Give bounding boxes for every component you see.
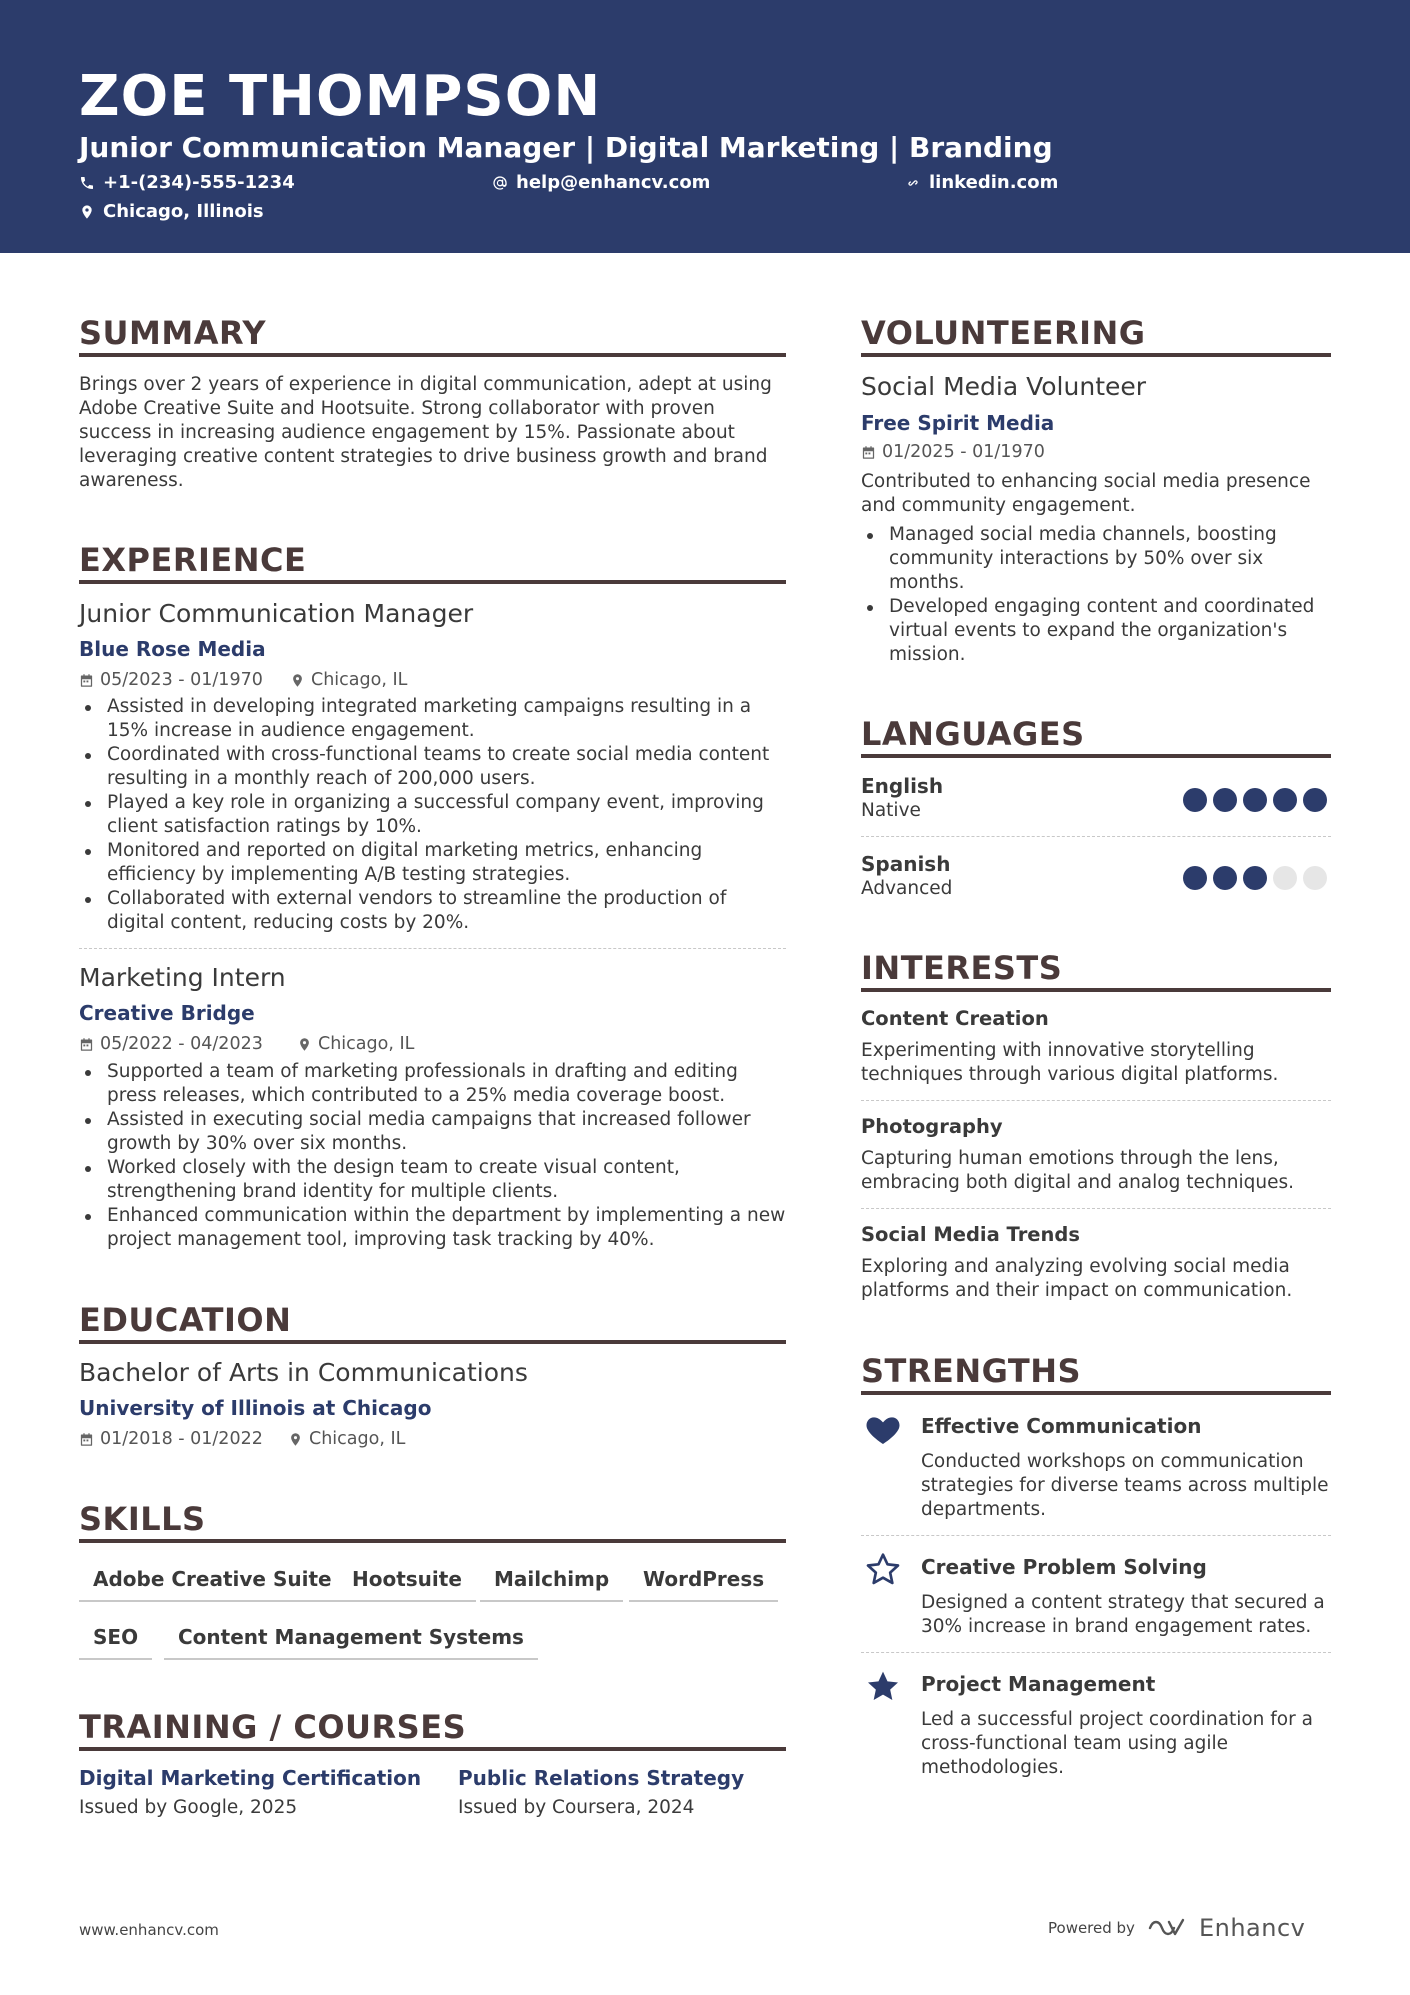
strength-title: Effective Communication [921,1414,1202,1438]
job-separator [79,948,786,949]
skills-heading: SKILLS [79,1500,206,1538]
candidate-name: ZOE THOMPSON [79,64,602,129]
strengths-heading: STRENGTHS [861,1352,1082,1390]
bullet-item: Assisted in executing social media campaigns that increased follower growth by 30% over six months. [79,1108,789,1156]
rating-dot-filled [1303,788,1327,812]
contact-email[interactable] [492,171,710,195]
location-pin-icon [297,1037,312,1052]
interest-separator [861,1208,1331,1209]
interest-separator [861,1100,1331,1101]
skill-tag: Adobe Creative Suite [79,1566,346,1602]
training-divider [79,1747,786,1751]
bullet-item: Coordinated with cross-functional teams to create social media content resulting in a monthly reach of 200,000 users. [79,743,789,791]
summary-text: Brings over 2 years of experience in digital communication, adept at using Adobe Creative Suite and Hootsuite. Strong collaborator with proven success in increasing audience engagement by 15%. Passionate about leveraging creative content strategies to drive business growth and brand awareness. [79,374,772,491]
interests-heading: INTERESTS [861,949,1063,987]
strengths-divider [861,1391,1331,1395]
enhancv-logo-icon [1147,1916,1193,1940]
rating-dot-filled [1183,788,1207,812]
brand-logo [1147,1916,1305,1940]
interest-title: Social Media Trends [861,1223,1080,1246]
education-dates [79,1428,263,1450]
footer-website[interactable]: www.enhancv.com [79,1921,219,1939]
calendar-icon [79,1037,94,1052]
link-icon [905,175,921,191]
languages-heading: LANGUAGES [861,715,1085,753]
contact-location [79,200,264,224]
language-rating [1183,788,1327,812]
bullet-item: Developed engaging content and coordinated virtual events to expand the organization's mission. [861,595,1331,667]
brand-name: Enhancv [1198,1914,1306,1942]
footer-branding[interactable] [1048,1916,1305,1940]
job-location [290,669,407,691]
strength-text: Designed a content strategy that secured a 30% increase in brand engagement rates. [921,1592,1325,1637]
bullet-item: Managed social media channels, boosting community interactions by 50% over six months. [861,523,1331,595]
bullet-item: Supported a team of marketing professionals in drafting and editing press releases, which contributed to a 25% media coverage boost. [79,1060,789,1108]
rating-dot-empty [1303,866,1327,890]
location-pin-icon [290,673,305,688]
interest-text: Experimenting with innovative storytelling techniques through various digital platforms. [861,1040,1279,1085]
volunteering-divider [861,353,1331,357]
calendar-icon [79,673,94,688]
location-pin-icon [79,204,95,220]
rating-dot-filled [1213,866,1237,890]
language-separator [861,836,1331,837]
job-dates [79,669,263,691]
job-location-text: Chicago, IL [318,1034,415,1054]
interest-title: Photography [861,1115,1003,1138]
job-location [297,1033,414,1055]
education-heading: EDUCATION [79,1301,292,1339]
interest-text: Capturing human emotions through the lens, embracing both digital and analog techniques. [861,1148,1294,1193]
volunteering-heading: VOLUNTEERING [861,314,1146,352]
volunteer-bullets [861,523,1331,667]
interests-divider [861,988,1331,992]
rating-dot-filled [1243,866,1267,890]
course-title: Public Relations Strategy [458,1766,745,1790]
job-role: Marketing Intern [79,963,286,992]
bullet-item: Worked closely with the design team to create visual content, strengthening brand identity for multiple clients. [79,1156,789,1204]
language-name: English [861,774,944,798]
website-text: linkedin.com [929,172,1059,193]
school[interactable]: University of Illinois at Chicago [79,1396,432,1420]
strength-text: Led a successful project coordination for a cross-functional team using agile methodologies. [921,1709,1313,1778]
candidate-tagline: Junior Communication Manager | Digital Marketing | Branding [79,131,1053,164]
skill-tag: Content Management Systems [164,1624,538,1660]
calendar-icon [861,445,876,460]
header-banner [0,0,1410,253]
rating-dot-filled [1273,788,1297,812]
language-name: Spanish [861,852,951,876]
job-bullets [79,695,789,935]
education-location [288,1428,405,1450]
volunteer-role: Social Media Volunteer [861,372,1147,401]
course-title: Digital Marketing Certification [79,1766,422,1790]
skill-tag: WordPress [629,1566,778,1602]
star-filled-icon [863,1667,903,1707]
contact-website[interactable] [905,171,1058,195]
education-location-text: Chicago, IL [309,1429,406,1449]
job-company[interactable]: Blue Rose Media [79,637,266,661]
interest-title: Content Creation [861,1007,1049,1030]
skill-tag: Hootsuite [338,1566,476,1602]
degree: Bachelor of Arts in Communications [79,1358,528,1387]
job-location-text: Chicago, IL [311,670,408,690]
bullet-item: Monitored and reported on digital marketing metrics, enhancing efficiency by implementing A/B testing strategies. [79,839,789,887]
education-dates-text: 01/2018 - 01/2022 [100,1429,263,1449]
volunteer-dates-text: 01/2025 - 01/1970 [882,442,1045,462]
strength-title: Project Management [921,1672,1156,1696]
email-text: help@enhancv.com [516,172,711,193]
skill-tag: Mailchimp [480,1566,623,1602]
job-company[interactable]: Creative Bridge [79,1001,255,1025]
strength-title: Creative Problem Solving [921,1555,1207,1579]
summary-divider [79,353,786,357]
powered-by-text: Powered by [1048,1919,1135,1937]
strength-text: Conducted workshops on communication strategies for diverse teams across multiple departments. [921,1451,1329,1520]
skill-tag: SEO [79,1624,152,1660]
interest-text: Exploring and analyzing evolving social media platforms and their impact on communication. [861,1256,1293,1301]
rating-dot-empty [1273,866,1297,890]
phone-icon [79,175,95,191]
rating-dot-filled [1243,788,1267,812]
job-dates [79,1033,263,1055]
location-text: Chicago, Illinois [103,201,264,222]
at-icon [492,175,508,191]
job-role: Junior Communication Manager [79,599,474,628]
training-heading: TRAINING / COURSES [79,1708,467,1746]
volunteer-org[interactable]: Free Spirit Media [861,411,1055,435]
summary-heading: SUMMARY [79,314,267,352]
bullet-item: Played a key role in organizing a successful company event, improving client satisfaction ratings by 10%. [79,791,789,839]
language-rating [1183,866,1327,890]
job-dates-text: 05/2023 - 01/1970 [100,670,263,690]
strength-separator [861,1535,1331,1536]
language-level: Native [861,800,921,821]
experience-divider [79,580,786,584]
phone-text: +1-(234)-555-1234 [103,172,295,193]
volunteer-description: Contributed to enhancing social media presence and community engagement. [861,471,1311,516]
education-divider [79,1340,786,1344]
heart-icon [863,1409,903,1449]
bullet-item: Enhanced communication within the department by implementing a new project management tool, improving task tracking by 40%. [79,1204,789,1252]
language-level: Advanced [861,878,953,899]
volunteer-dates [861,441,1045,463]
experience-heading: EXPERIENCE [79,541,307,579]
skills-divider [79,1539,786,1543]
course-issuer: Issued by Coursera, 2024 [458,1797,695,1818]
course-issuer: Issued by Google, 2025 [79,1797,298,1818]
contact-phone[interactable] [79,171,295,195]
job-bullets [79,1060,789,1252]
rating-dot-filled [1183,866,1207,890]
languages-divider [861,754,1331,758]
location-pin-icon [288,1432,303,1447]
bullet-item: Assisted in developing integrated marketing campaigns resulting in a 15% increase in audience engagement. [79,695,789,743]
job-dates-text: 05/2022 - 04/2023 [100,1034,263,1054]
bullet-item: Collaborated with external vendors to streamline the production of digital content, reducing costs by 20%. [79,887,789,935]
strength-separator [861,1652,1331,1653]
star-outline-icon [863,1550,903,1590]
calendar-icon [79,1432,94,1447]
rating-dot-filled [1213,788,1237,812]
